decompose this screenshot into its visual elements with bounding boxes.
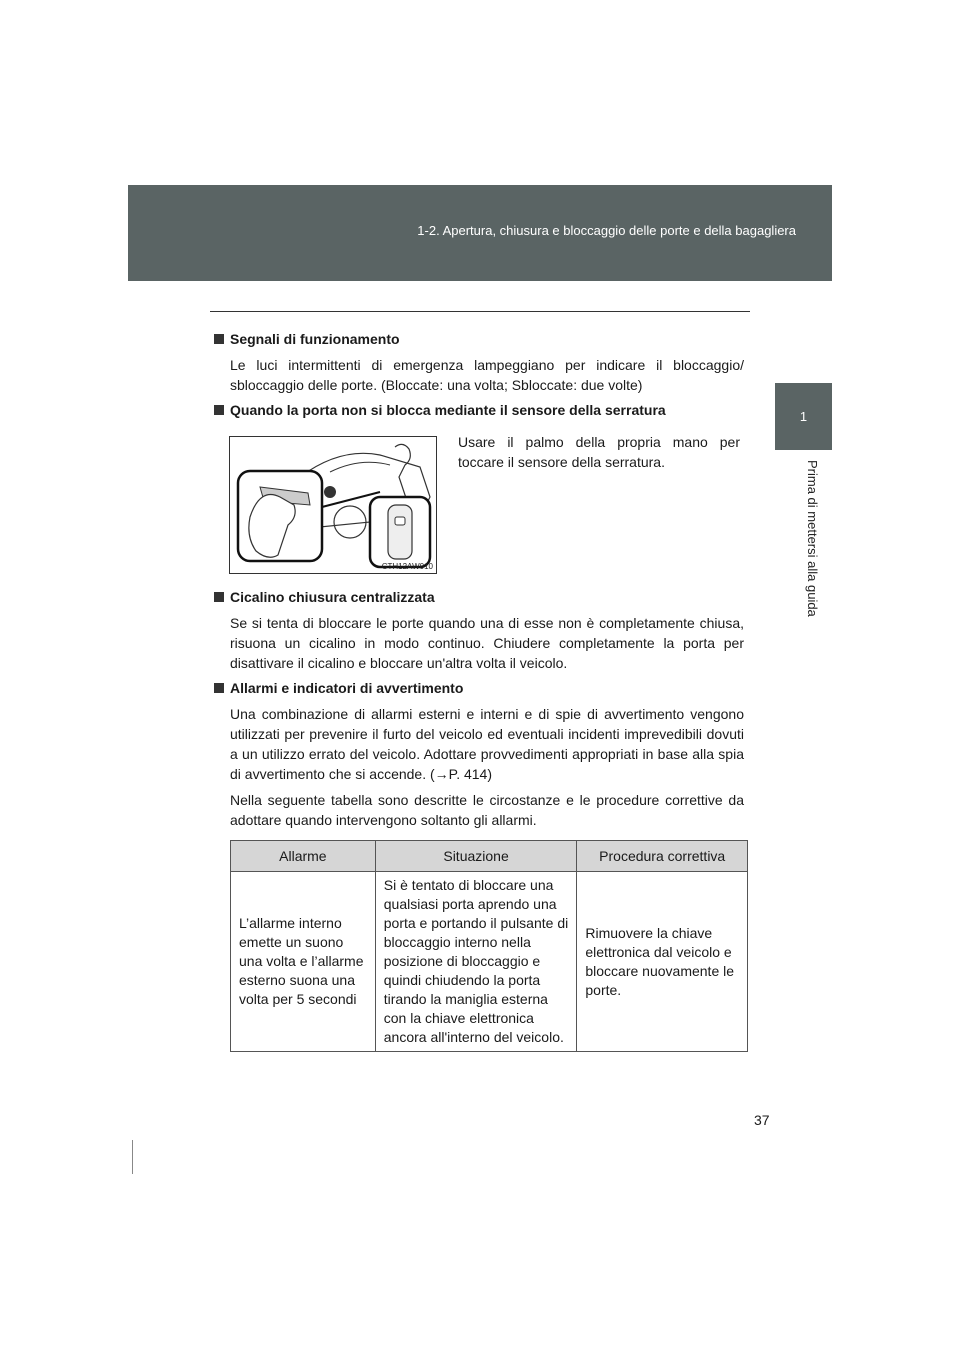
section-cicalino [214,587,744,673]
column-header: Procedura correttiva [577,841,748,872]
table-row [231,872,748,1052]
illustration-hand-on-door-sensor [229,436,437,574]
chapter-tab [775,383,832,450]
door-handle-illustration [230,437,436,573]
section-body: Una combinazione di allarmi esterni e interni e di spie di avvertimento vengono utilizzati per prevenire il furto del veicolo ed eventuali incidenti imprevedibili dovuti a un utilizzo errato del veicolo. Adottare provvedimenti appropriati in base alla spia di avvertimento che si accende. (→P. 414) [230,706,744,782]
square-bullet-icon [214,405,224,415]
section-body-2: Nella seguente tabella sono descritte le circostanze e le procedure correttive da adottare quando intervengono soltanto gli allarmi. [230,792,744,828]
page-number: 37 [754,1112,770,1128]
section-allarmi [214,678,744,830]
column-header: Situazione [375,841,577,872]
section-body: Se si tenta di bloccare le porte quando una di esse non è completamente chiusa, risuona un cicalino in modo continuo. Chiudere completamente la porta per disattivare il cicalino e bloccare un'altra volta il veicolo. [230,615,744,671]
chapter-side-label: Prima di mettersi alla guida [805,460,820,617]
table-header-row [231,841,748,872]
table-cell: Si è tentato di bloccare una qualsiasi porta aprendo una porta e portando il pulsante di bloccaggio interno nella posizione di bloccaggio e quindi chiudendo la porta tirando la maniglia esterna con la chiave elettronica ancora all'interno del veicolo. [375,872,577,1052]
square-bullet-icon [214,683,224,693]
table-cell: Rimuovere la chiave elettronica dal veicolo e bloccare nuovamente le porte. [577,872,748,1052]
section-sensore [214,400,744,420]
chapter-header [128,185,832,281]
section-heading: Cicalino chiusura centralizzata [214,587,744,607]
section-segnali [214,329,744,395]
square-bullet-icon [214,334,224,344]
section-heading: Segnali di funzionamento [214,329,744,349]
figure-code: CTH12AW010 [381,562,433,571]
alarm-table [230,840,748,1052]
left-margin-mark [132,1140,133,1174]
section-body: Le luci intermittenti di emergenza lampeggiano per indicare il bloccaggio/ sbloccaggio delle porte. (Bloccate: una volta; Sbloccate: due volte) [230,357,744,393]
section-heading: Quando la porta non si blocca mediante il sensore della serratura [214,400,744,420]
section-heading: Allarmi e indicatori di avvertimento [214,678,744,698]
chapter-title: 1-2. Apertura, chiusura e bloccaggio delle porte e della bagagliera [417,223,796,238]
column-header: Allarme [231,841,376,872]
figure-description: Usare il palmo della propria mano per toccare il sensore della serratura. [458,434,740,470]
chapter-number: 1 [799,409,808,424]
top-divider [210,311,750,312]
table-cell: L’allarme interno emette un suono una volta e l’allarme esterno suona una volta per 5 secondi [231,872,376,1052]
square-bullet-icon [214,592,224,602]
